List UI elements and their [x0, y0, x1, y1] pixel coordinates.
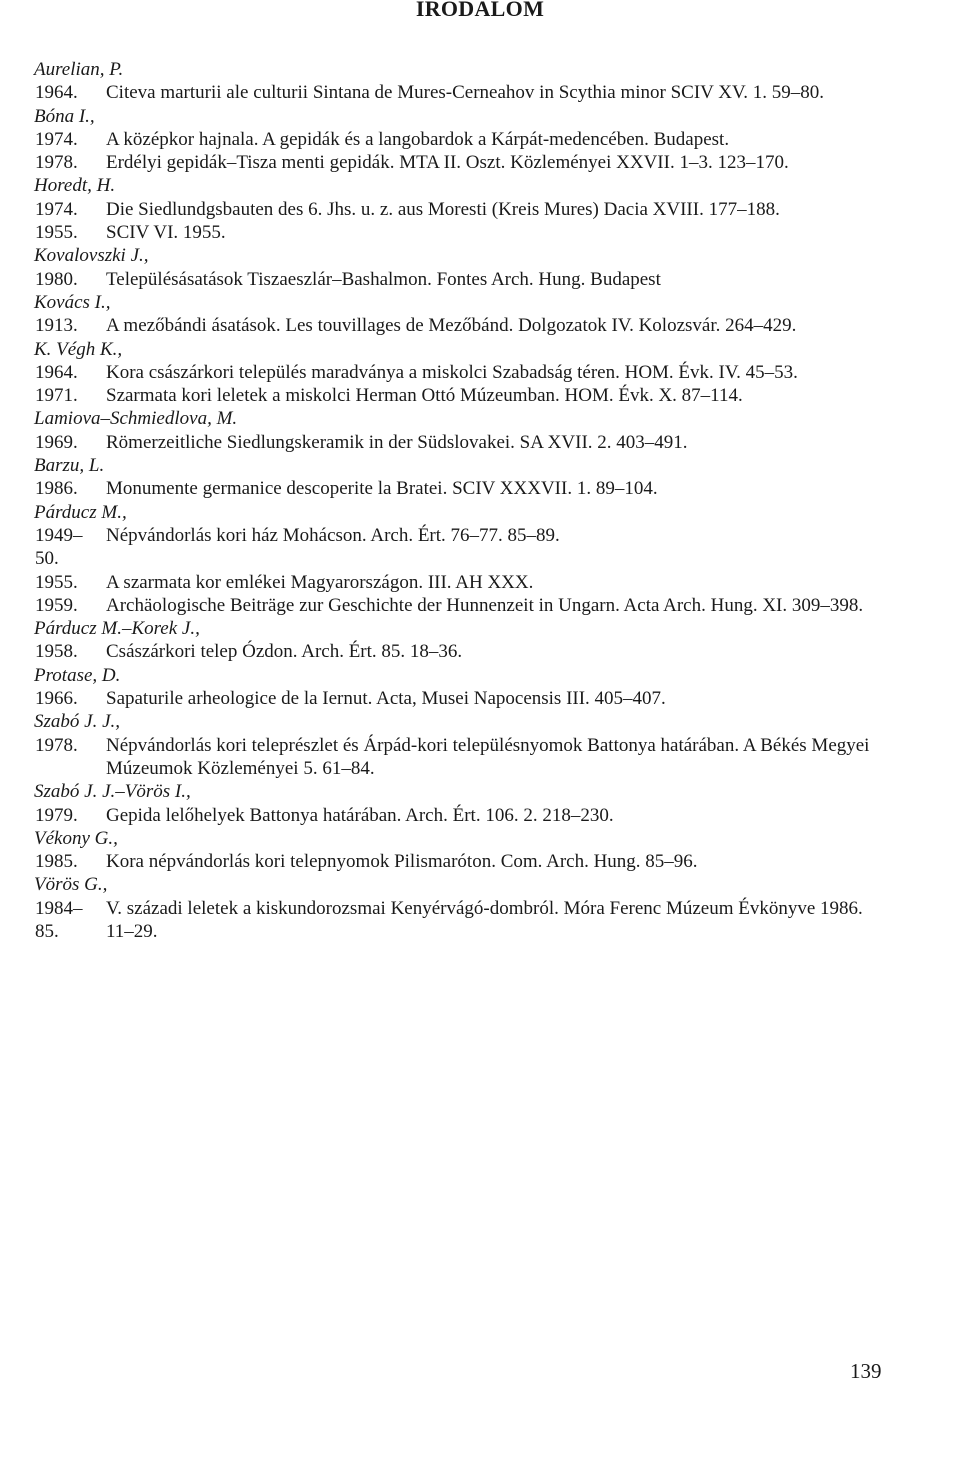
bibliography-entry — [34, 314, 894, 337]
entry-year: 1964. — [35, 361, 78, 383]
bibliography-entry — [34, 361, 894, 384]
entry-year: 1980. — [35, 268, 78, 290]
entry-year: 1964. — [35, 82, 78, 104]
entry-year: 1958. — [35, 641, 78, 663]
entry-text: Archäologische Beiträge zur Geschichte der Hunnenzeit in Ungarn. Acta Arch. Hung. XI. 309–398. — [106, 594, 864, 616]
bibliography-author: Aurelian, P. — [34, 59, 124, 80]
entry-year: 1913. — [35, 315, 78, 337]
entry-year: 1978. — [35, 152, 78, 174]
bibliography-entry — [34, 804, 894, 827]
bibliography-entry — [34, 151, 894, 174]
entry-year: 1966. — [35, 688, 78, 710]
entry-text: Népvándorlás kori ház Mohácson. Arch. Ért. 76–77. 85–89. — [106, 524, 560, 546]
entry-year: 1985. — [35, 851, 78, 873]
entry-year: 1955. — [35, 222, 78, 244]
bibliography-entry — [34, 640, 894, 663]
bibliography-entry — [34, 897, 894, 944]
bibliography-author: Lamiova–Schmiedlova, M. — [34, 408, 238, 430]
bibliography-entry — [34, 198, 894, 221]
bibliography-author: Barzu, L. — [34, 455, 105, 477]
bibliography-author: Bóna I., — [34, 105, 95, 127]
entry-year: 1949–50. — [35, 524, 83, 570]
entry-text: Szarmata kori leletek a miskolci Herman Ottó Múzeumban. HOM. Évk. X. 87–114. — [106, 385, 743, 407]
bibliography-entry — [34, 384, 894, 407]
entry-text: Erdélyi gepidák–Tisza menti gepidák. MTA II. Oszt. Közleményei XXVII. 1–3. 123–170. — [106, 152, 789, 174]
bibliography-entry — [34, 81, 894, 104]
bibliography-entry — [34, 477, 894, 500]
entry-text: Citeva marturii ale culturii Sintana de Mures-Cerneahov in Scythia minor SCIV XV. 1. 59–80. — [106, 82, 825, 104]
bibliography-entry — [34, 128, 894, 151]
entry-text: Településásatások Tiszaeszlár–Bashalmon. Fontes Arch. Hung. Budapest — [106, 268, 661, 290]
bibliography-author: Protase, D. — [34, 664, 121, 686]
bibliography-entry — [34, 734, 894, 781]
bibliography-entry — [34, 571, 894, 594]
bibliography-author: Szabó J. J.–Vörös I., — [34, 781, 191, 803]
entry-year: 1974. — [35, 128, 78, 150]
entry-text: Gepida lelőhelyek Battonya határában. Arch. Ért. 106. 2. 218–230. — [106, 804, 614, 826]
entry-text: Császárkori telep Ózdon. Arch. Ért. 85. 18–36. — [106, 641, 463, 663]
page-number: 139 — [850, 1359, 882, 1383]
bibliography-entry — [34, 221, 894, 244]
bibliography-author: Horedt, H. — [34, 175, 116, 197]
bibliography-entry — [34, 687, 894, 710]
bibliography-entry — [34, 268, 894, 291]
entry-text: Monumente germanice descoperite la Bratei. SCIV XXXVII. 1. 89–104. — [106, 478, 658, 500]
entry-text: Sapaturile arheologice de la Iernut. Acta, Musei Napocensis III. 405–407. — [106, 688, 666, 710]
entry-year: 1979. — [35, 804, 78, 826]
page-heading: IRODALOM — [415, 0, 545, 21]
bibliography-author: K. Végh K., — [34, 338, 123, 360]
entry-text: A mezőbándi ásatások. Les touvillages de Mezőbánd. Dolgozatok IV. Kolozsvár. 264–429. — [106, 315, 797, 337]
entry-text: Kora császárkori település maradványa a miskolci Szabadság téren. HOM. Évk. IV. 45–53. — [106, 361, 798, 383]
entry-text: SCIV VI. 1955. — [106, 222, 226, 244]
bibliography-author: Párducz M.–Korek J., — [34, 618, 200, 640]
bibliography-author: Szabó J. J., — [34, 711, 121, 733]
entry-year: 1969. — [35, 431, 78, 453]
bibliography-author: Kovalovszki J., — [34, 245, 149, 267]
entry-year: 1984–85. — [35, 897, 83, 942]
bibliography-entry — [34, 850, 894, 873]
bibliography-entry — [34, 431, 894, 454]
bibliography-author: Vékony G., — [34, 827, 118, 849]
entry-text: A középkor hajnala. A gepidák és a langobardok a Kárpát-medencében. Budapest. — [106, 128, 730, 150]
entry-year: 1959. — [35, 594, 78, 616]
entry-text: Népvándorlás kori teleprészlet és Árpád-kori településnyomok Battonya határában. A Békés Megyei Múzeumok Közleményei 5. 61–84. — [106, 734, 870, 779]
entry-year: 1974. — [35, 198, 78, 220]
entry-year: 1955. — [35, 571, 78, 593]
bibliography-author: Vörös G., — [34, 874, 108, 896]
bibliography-author: Kovács I., — [34, 291, 111, 313]
entry-year: 1971. — [35, 385, 78, 407]
entry-year: 1978. — [35, 734, 78, 756]
bibliography-list — [34, 58, 894, 943]
entry-text: Römerzeitliche Siedlungskeramik in der Südslovakei. SA XVII. 2. 403–491. — [106, 431, 688, 453]
entry-text: Kora népvándorlás kori telepnyomok Pilismaróton. Com. Arch. Hung. 85–96. — [106, 851, 698, 873]
entry-text: V. századi leletek a kiskundorozsmai Kenyérvágó-dombról. Móra Ferenc Múzeum Évkönyve 1986. 11–29. — [106, 897, 863, 942]
bibliography-entry — [34, 594, 894, 617]
entry-year: 1986. — [35, 478, 78, 500]
bibliography-entry — [34, 524, 894, 571]
bibliography-author: Párducz M., — [34, 501, 127, 523]
entry-text: A szarmata kor emlékei Magyarországon. III. AH XXX. — [106, 571, 534, 593]
entry-text: Die Siedlundgsbauten des 6. Jhs. u. z. aus Moresti (Kreis Mures) Dacia XVIII. 177–188. — [106, 198, 780, 220]
